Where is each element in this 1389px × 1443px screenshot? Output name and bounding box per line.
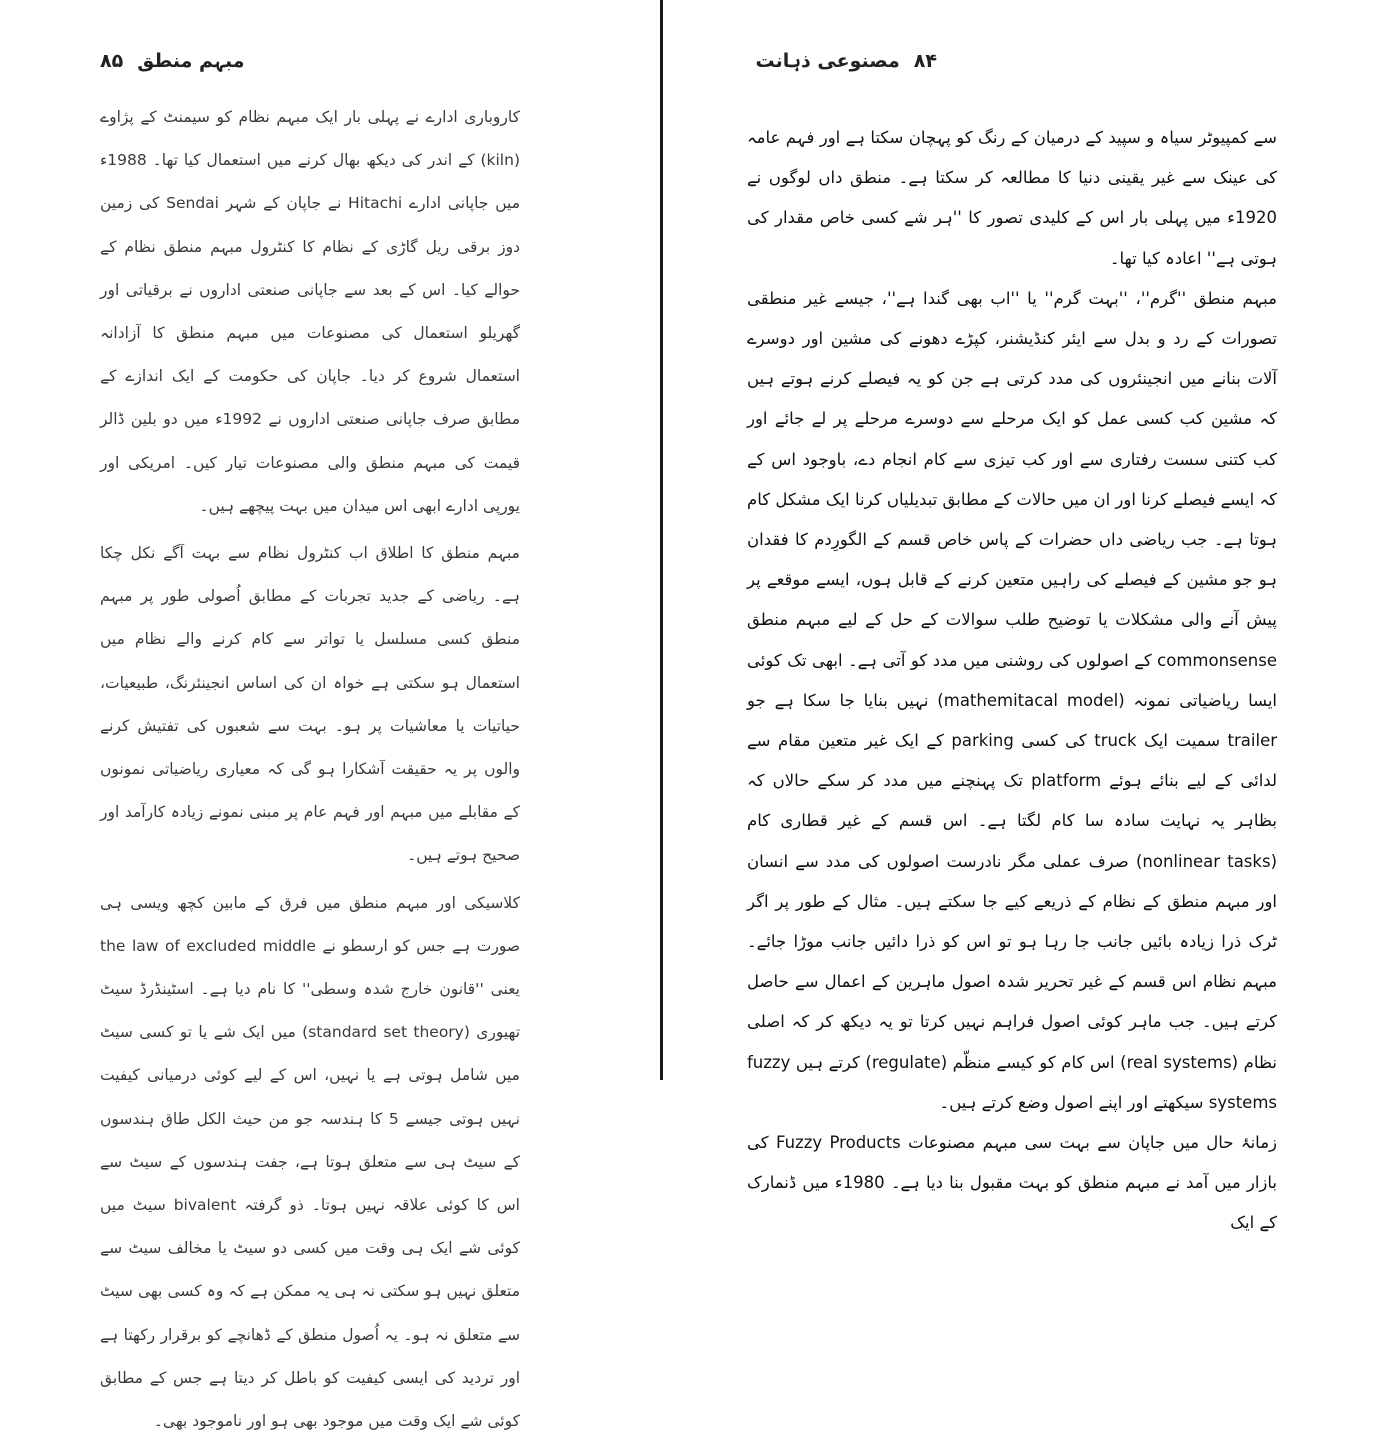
paragraph: مبہم منطق ''گرم''، ''بہت گرم'' یا ''اب بھی گندا ہے''، جیسے غیر منطقی تصورات کے رد و بدل سے ایئر کنڈیشنر، کپڑے دھونے کی مشین اور دوسرے آلات بنانے میں انجینئروں کی مدد کرتی ہے جن کو یہ فیصلے کرنے ہوتے ہیں کہ مشین کب کسی عمل کو ایک مرحلے سے دوسرے مرحلے پر لے جائے اور کب کتنی سست رفتاری سے اور کب تیزی سے کام انجام دے، باوجود اس کے کہ ایسے فیصلے کرنا اور ان میں حالات کے مطابق تبدیلیاں کرنا ایک مشکل کام ہوتا ہے۔ جب ریاضی داں حضرات کے پاس خاص قسم کے الگورِدم کا فقدان ہو جو مشین کے فیصلے کی راہیں متعین کرنے کے قابل ہوں، ایسے موقعے پر پیش آنے والی مشکلات یا توضیح طلب سوالات کے حل کے لیے مبہم منطق commonsense کے اصولوں کی روشنی میں مدد کو آتی ہے۔ ابھی تک کوئی ایسا ریاضیاتی نمونہ (mathemitacal model) نہیں بنایا جا سکا ہے جو trailer سمیت ایک truck کی کسی parking کے ایک غیر متعین مقام سے لدائی کے لیے بنائے ہوئے platform تک پہنچنے میں مدد کر سکے حالاں کہ بظاہر یہ نہایت سادہ سا کام لگتا ہے۔ اس قسم کے غیر قطاری کام (nonlinear tasks) صرف عملی مگر نادرست اصولوں کی مدد سے انسان اور مبہم منطق کے نظام کے ذریعے کیے جا سکتے ہیں۔ مثال کے طور پر اگر ٹرک ذرا زیادہ بائیں جانب جا رہا ہو تو اس کو ذرا دائیں جانب موڑا جائے۔ مبہم نظام اس قسم کے غیر تحریر شدہ اصول ماہرین کے اعمال سے حاصل کرتے ہیں۔ جب ماہر کوئی اصول فراہم نہیں کرتا تو یہ دیکھ کر کہ اصلی نظام (real systems) اس کام کو کیسے منظّم (regulate) کرتے ہیں fuzzy systems سیکھتے اور اپنے اصول وضع کرتے ہیں۔ bbox=[747, 288, 1277, 1112]
running-title: مصنوعی ذہانت bbox=[755, 50, 900, 72]
left-page-body bbox=[100, 96, 520, 1443]
left-page-header bbox=[100, 50, 245, 80]
running-title: مبہم منطق bbox=[137, 50, 245, 72]
right-page-header bbox=[756, 50, 937, 80]
paragraph: کلاسیکی اور مبہم منطق میں فرق کے مابین کچھ ویسی ہی صورت ہے جس کو ارسطو نے the law of excluded middle یعنی ''قانون خارج شدہ وسطی'' کا نام دیا ہے۔ اسٹینڈرڈ سیٹ تھیوری (standard set theory) میں ایک شے یا تو کسی سیٹ میں شامل ہوتی ہے یا نہیں، اس کے لیے کوئی درمیانی کیفیت نہیں ہوتی جیسے 5 کا ہندسہ جو من حیث الکل طاق ہندسوں کے سیٹ ہی سے متعلق ہوتا ہے، جفت ہندسوں کے سیٹ سے اس کا کوئی علاقہ نہیں ہوتا۔ ذو گرفتہ bivalent سیٹ میں کوئی شے ایک ہی وقت میں کسی دو سیٹ یا مخالف سیٹ سے متعلق نہیں ہو سکتی نہ ہی یہ ممکن ہے کہ وہ کسی بھی سیٹ سے متعلق نہ ہو۔ یہ اُصول منطق کے ڈھانچے کو برقرار رکھتا ہے اور تردید کی ایسی کیفیت کو باطل کر دیتا ہے جس کے مطابق کوئی شے ایک وقت میں موجود بھی ہو اور ناموجود بھی۔ bbox=[100, 893, 521, 1431]
right-page bbox=[663, 0, 1389, 1233]
paragraph: زمانۂ حال میں جاپان سے بہت سی مبہم مصنوعات Fuzzy Products کی بازار میں آمد نے مبہم منطق کو بہت مقبول بنا دیا ہے۔ 1980ء میں ڈنمارک کے ایک bbox=[747, 1133, 1278, 1233]
paragraph: کاروباری ادارے نے پہلی بار ایک مبہم نظام کو سیمنٹ کے پژاوے (kiln) کے اندر کی دیکھ بھال کرنے میں استعمال کیا تھا۔ 1988ء میں جاپانی ادارے Hitachi نے جاپان کے شہر Sendai کی زمین دوز برقی ریل گاڑی کے نظام کا کنٹرول مبہم منطق نظام کے حوالے کیا۔ اس کے بعد سے جاپانی صنعتی اداروں نے برقیاتی اور گھریلو استعمال کی مصنوعات میں مبہم منطق کا آزادانہ استعمال شروع کر دیا۔ جاپان کی حکومت کے ایک اندازے کے مطابق صرف جاپانی صنعتی اداروں نے 1992ء میں دو بلین ڈالر قیمت کی مبہم منطق والی مصنوعات تیار کیں۔ امریکی اور یورپی ادارے ابھی اس میدان میں بہت پیچھے ہیں۔ bbox=[100, 108, 521, 515]
paragraph: مبہم منطق کا اطلاق اب کنٹرول نظام سے بہت آگے نکل چکا ہے۔ ریاضی کے جدید تجربات کے مطابق اُصولی طور پر مبہم منطق کسی مسلسل یا تواتر سے کام کرنے والے نظام میں استعمال ہو سکتی ہے خواہ ان کی اساس انجینئرنگ، طبیعیات، حیاتیات یا معاشیات پر ہو۔ بہت سے شعبوں کی تفتیش کرنے والوں پر یہ حقیقت آشکارا ہو گی کہ معیاری ریاضیاتی نمونوں کے مقابلے میں مبہم اور فہم عام پر مبنی نمونے زیادہ کارآمد اور صحیح ہوتے ہیں۔ bbox=[100, 544, 520, 865]
paragraph: سے کمپیوٹر سیاہ و سپید کے درمیان کے رنگ کو پہچان سکتا ہے اور فہم عامہ کی عینک سے غیر یقینی دنیا کا مطالعہ کر سکتا ہے۔ منطق داں لوگوں نے 1920ء میں پہلی بار اس کے کلیدی تصور کا ''ہر شے کسی خاص مقدار کی ہوتی ہے'' اعادہ کیا تھا۔ bbox=[747, 128, 1277, 268]
page-number: ۸۵ bbox=[100, 50, 124, 72]
left-page bbox=[0, 0, 660, 1431]
page-number: ۸۴ bbox=[913, 50, 937, 72]
right-page-body bbox=[747, 118, 1277, 1244]
